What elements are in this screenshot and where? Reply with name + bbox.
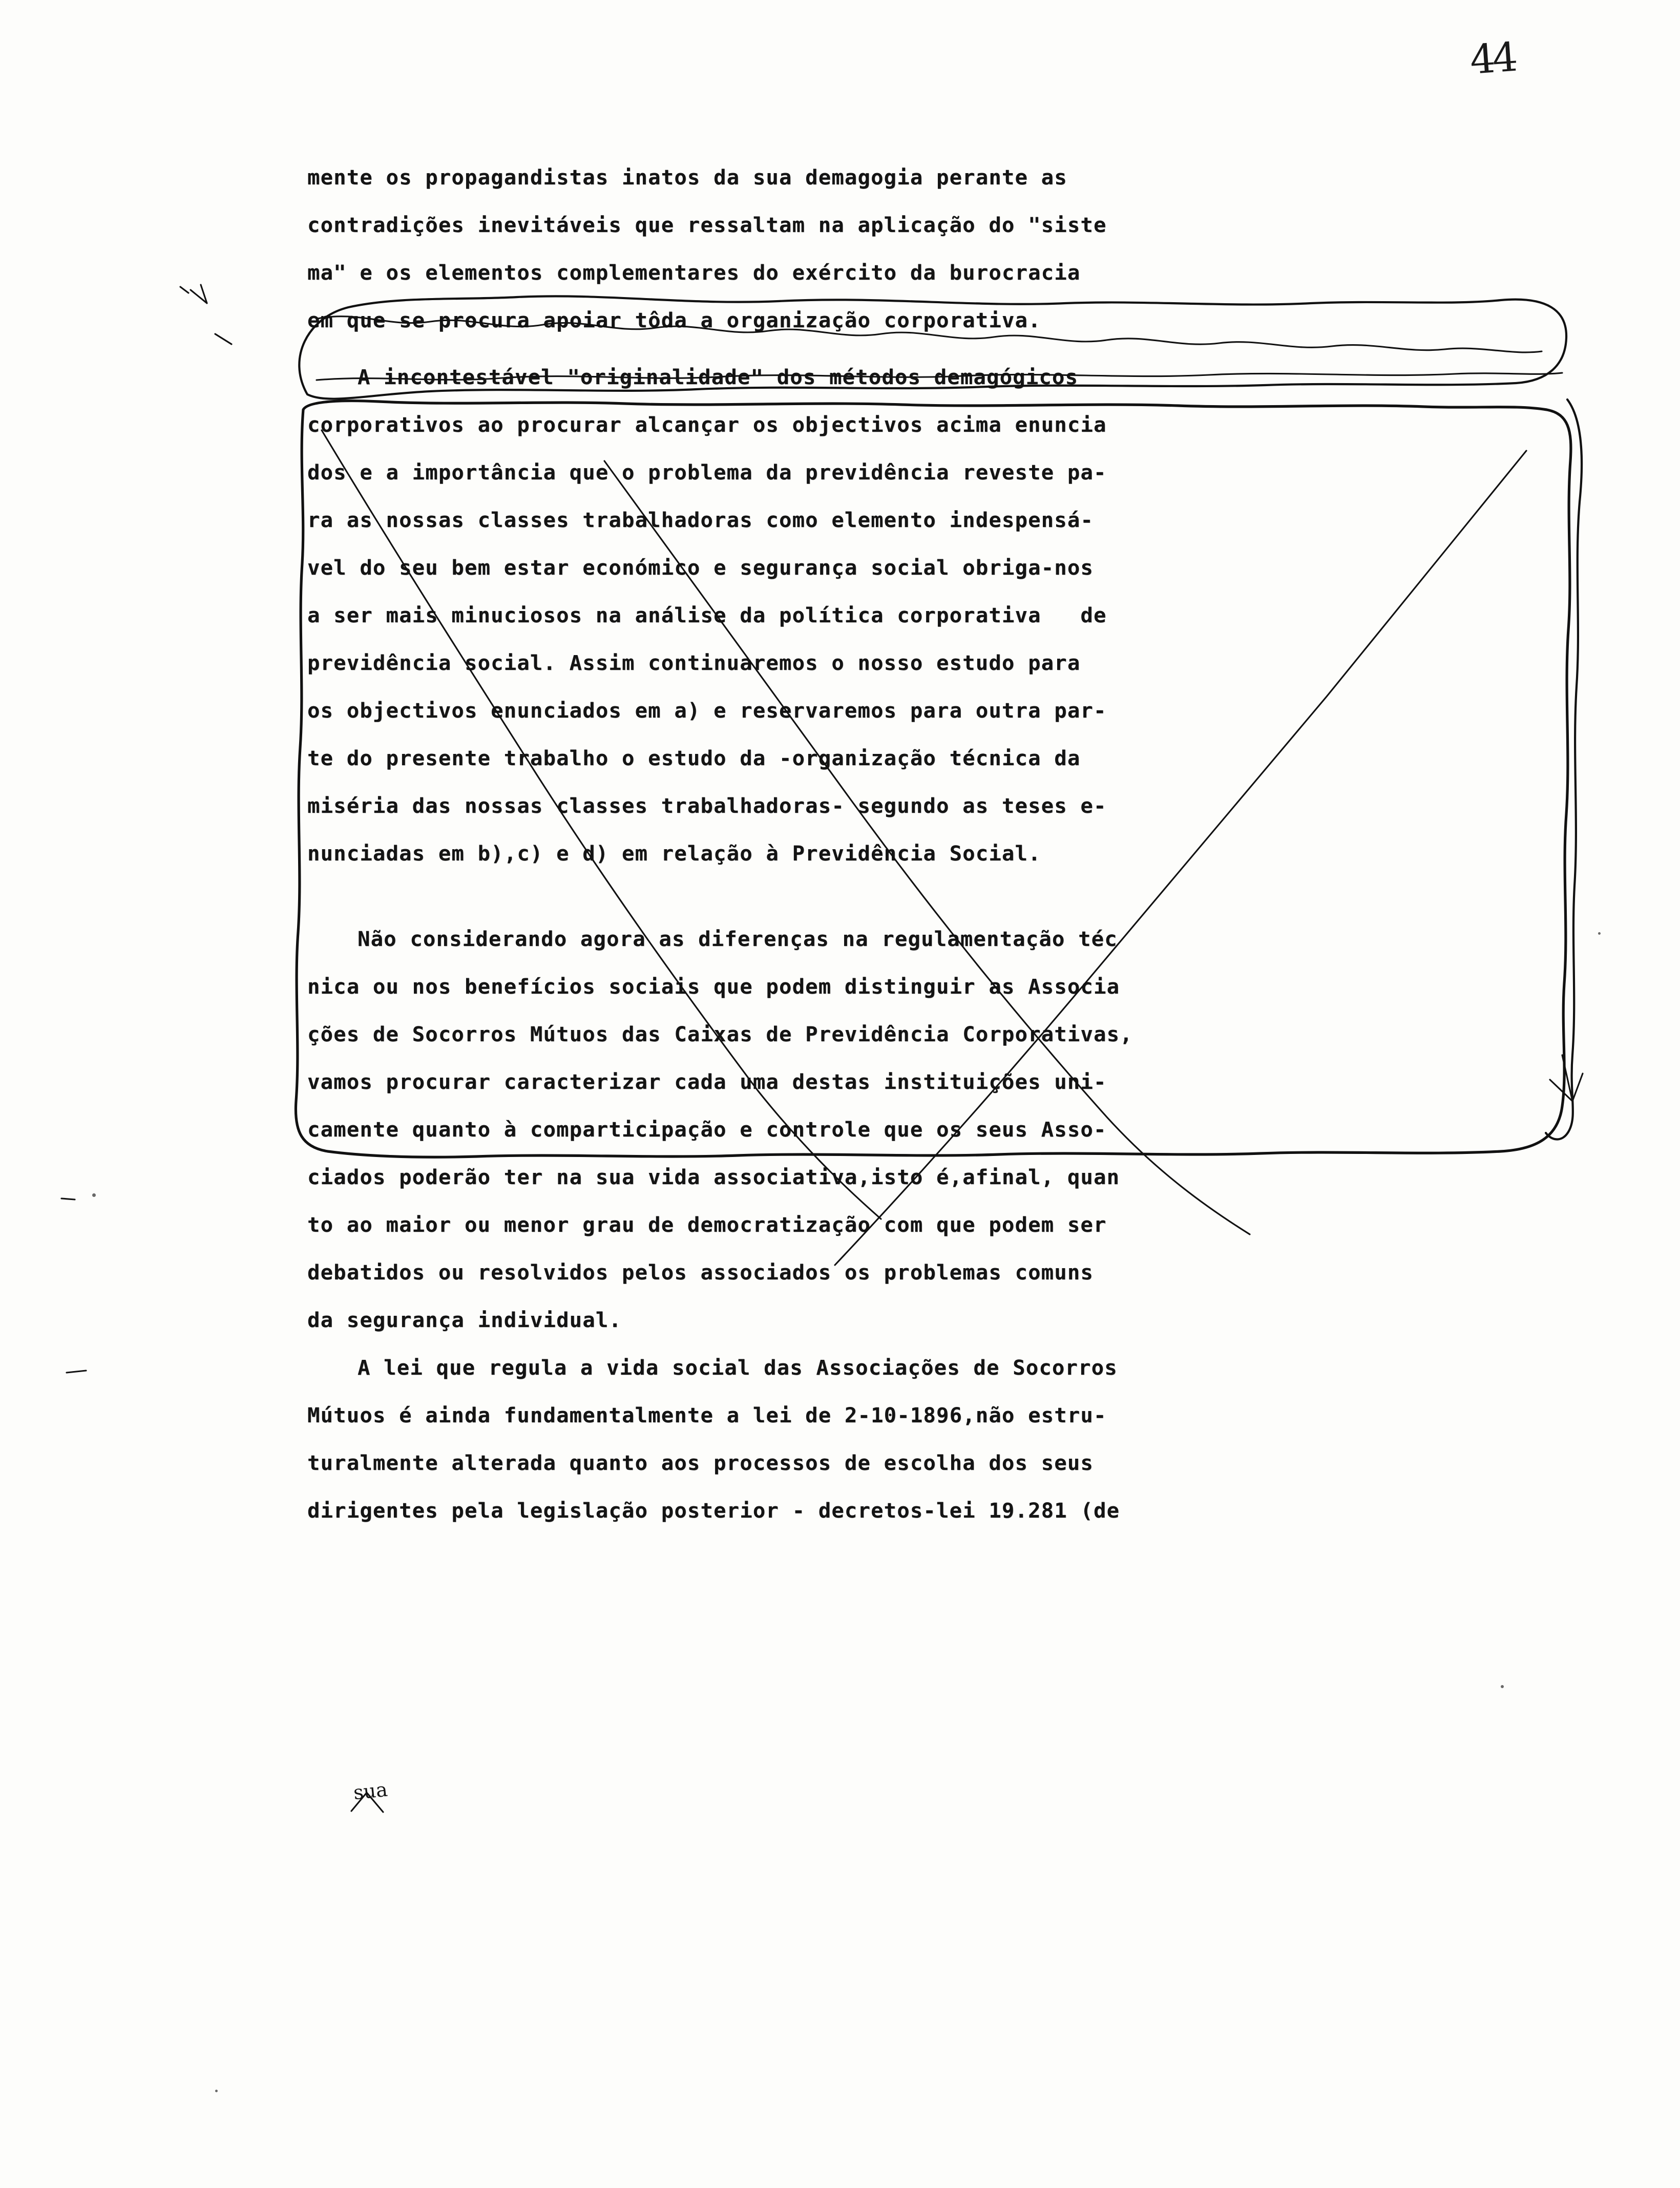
paragraph-spacer	[307, 344, 1567, 353]
text-line: os objectivos enunciados em a) e reservaremos para outra par-	[307, 698, 1107, 723]
text-line: nunciadas em b),c) e d) em relação à Previdência Social.	[307, 841, 1041, 866]
margin-tick-upper	[191, 285, 207, 303]
text-line: ma" e os elementos complementares do exército da burocracia	[307, 260, 1081, 285]
paragraph-4	[307, 1344, 1567, 1534]
text-line: contradições inevitáveis que ressaltam na aplicação do "siste	[307, 213, 1107, 237]
paragraph-1	[307, 154, 1567, 344]
scan-speck	[1598, 932, 1601, 935]
text-line: previdência social. Assim continuaremos o nosso estudo para	[307, 650, 1081, 675]
text-line: mente os propagandistas inatos da sua demagogia perante as	[307, 165, 1067, 190]
text-line: dirigentes pela legislação posterior - decretos-lei 19.281 (de	[307, 1498, 1120, 1523]
text-line: to ao maior ou menor grau de democratização com que podem ser	[307, 1212, 1107, 1237]
text-line: ciados poderão ter na sua vida associativa,isto é,afinal, quan	[307, 1165, 1120, 1189]
stray-mark-left-margin-mid	[61, 1198, 75, 1200]
text-line: debatidos ou resolvidos pelos associados os problemas comuns	[307, 1260, 1094, 1285]
text-line: corporativos ao procurar alcançar os objectivos acima enuncia	[307, 412, 1107, 437]
scan-speck	[1501, 1685, 1504, 1688]
text-line: da segurança individual.	[307, 1308, 622, 1332]
text-line: ções de Socorros Mútuos das Caixas de Previdência Corporativas,	[307, 1022, 1133, 1046]
text-line: vamos procurar caracterizar cada uma destas instituições uni-	[307, 1069, 1107, 1094]
text-line: te do presente trabalho o estudo da -organização técnica da	[307, 746, 1081, 770]
text-line: A lei que regula a vida social das Associações de Socorros	[358, 1355, 1118, 1380]
stray-mark-left-margin-low	[67, 1371, 86, 1373]
text-line: dos e a importância que o problema da previdência reveste pa-	[307, 460, 1107, 485]
text-line: nica ou nos benefícios sociais que podem distinguir as Associa	[307, 974, 1120, 999]
folio-number: 44	[1468, 34, 1517, 83]
text-line: miséria das nossas classes trabalhadoras- segundo as teses e-	[307, 793, 1107, 818]
stray-mark-left-margin-top	[180, 287, 188, 293]
scan-speck	[215, 2090, 218, 2092]
text-line: em que se procura apoiar tôda a organização corporativa.	[307, 308, 1041, 332]
text-line: vel do seu bem estar económico e segurança social obriga-nos	[307, 555, 1094, 580]
handwritten-insertion-sua: sua	[352, 1778, 389, 1804]
text-line: turalmente alterada quanto aos processos de escolha dos seus	[307, 1450, 1094, 1475]
text-line: a ser mais minuciosos na análise da política corporativa de	[307, 603, 1107, 627]
scan-speck	[92, 1193, 96, 1197]
margin-tick-lower	[215, 334, 232, 344]
text-line: Não considerando agora as diferenças na regulamentação téc	[358, 927, 1118, 951]
typed-text-body	[307, 154, 1567, 1534]
text-line: Mútuos é ainda fundamentalmente a lei de 2-10-1896,não estru-	[307, 1403, 1107, 1427]
text-line: A incontestável "originalidade" dos métodos demagógicos	[358, 365, 1079, 389]
paragraph-2	[307, 353, 1567, 877]
paragraph-spacer	[307, 877, 1567, 915]
text-line: camente quanto à comparticipação e controle que os seus Asso-	[307, 1117, 1107, 1142]
text-line: ra as nossas classes trabalhadoras como elemento indespensá-	[307, 508, 1094, 532]
paragraph-3	[307, 915, 1567, 1344]
